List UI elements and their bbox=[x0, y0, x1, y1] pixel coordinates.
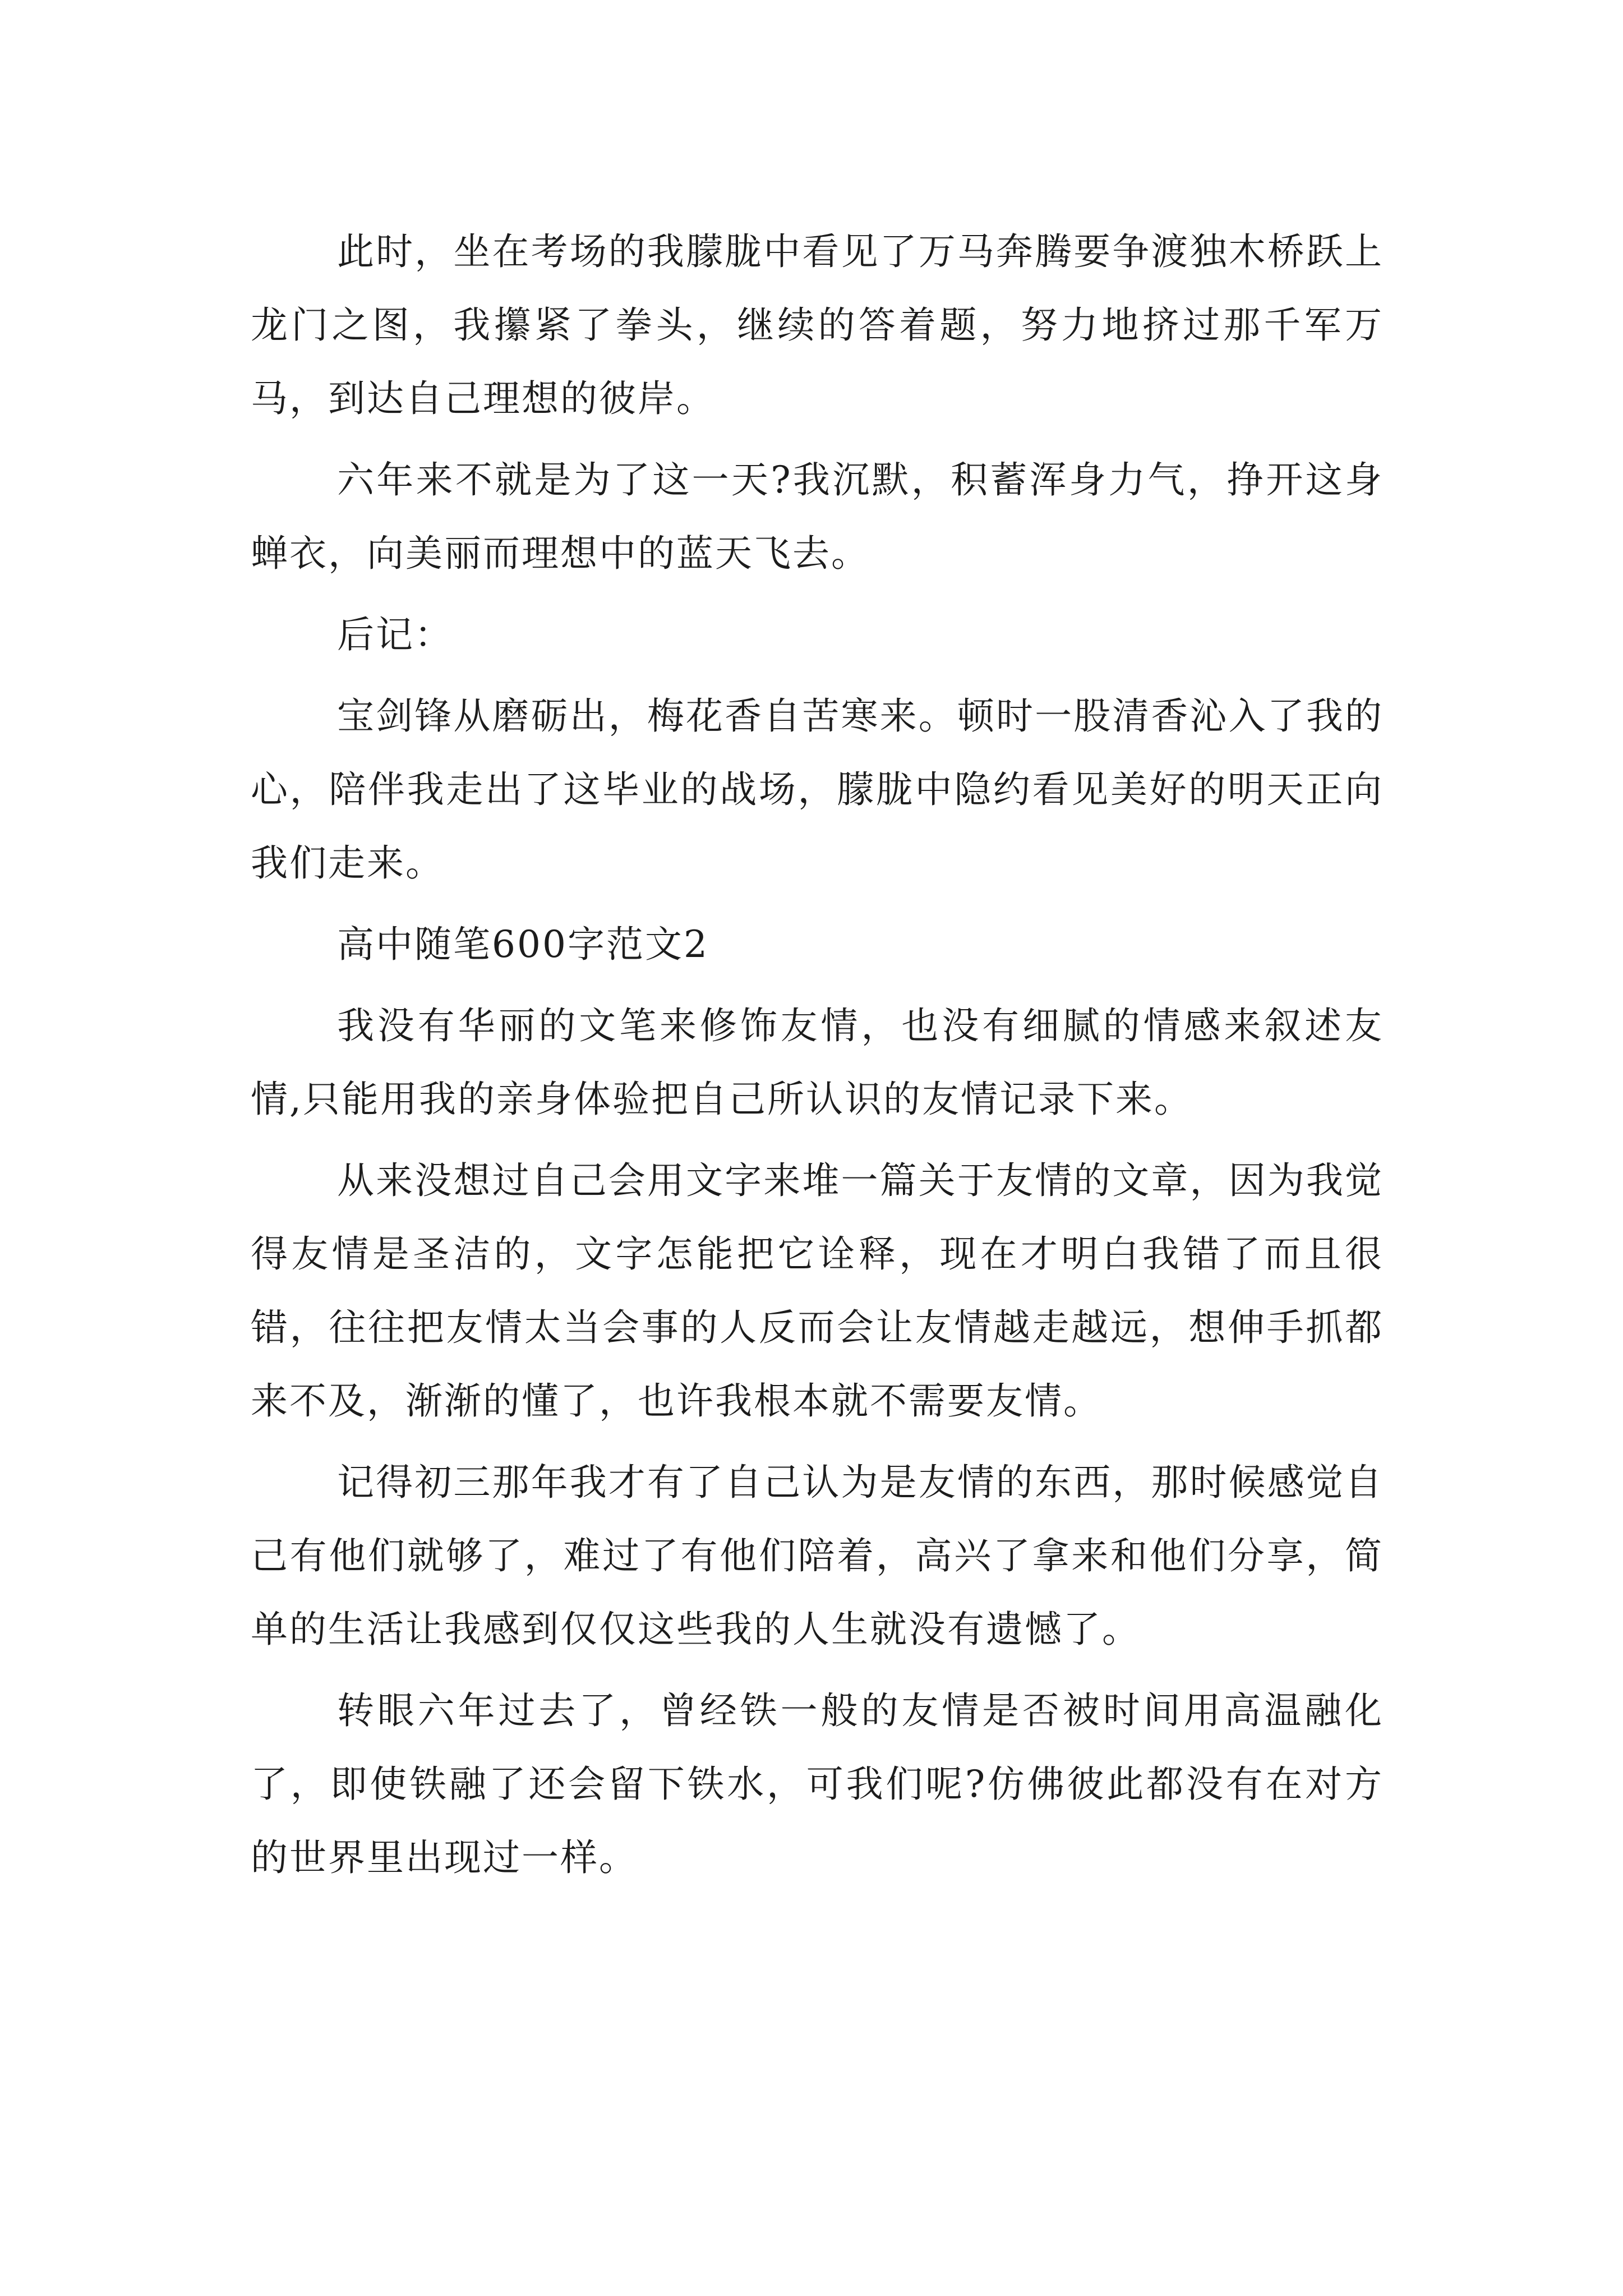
paragraph-never-thought: 从来没想过自己会用文字来堆一篇关于友情的文章，因为我觉得友情是圣洁的，文字怎能把它诠释，现在才明白我错了而且很错，往往把友情太当会事的人反而会让友情越走越远，想伸手抓都来不及，渐渐的懂了，也许我根本就不需要友情。 bbox=[251, 1159, 1384, 1423]
paragraph-six-years: 六年来不就是为了这一天?我沉默，积蓄浑身力气，挣开这身蝉衣，向美丽而理想中的蓝天飞去。 bbox=[251, 458, 1384, 575]
essay-2-title: 高中随笔600字范文2 bbox=[337, 923, 709, 966]
paragraph-postscript: 宝剑锋从磨砺出，梅花香自苦寒来。顿时一股清香沁入了我的心，陪伴我走出了这毕业的战场，朦胧中隐约看见美好的明天正向我们走来。 bbox=[251, 694, 1384, 885]
paragraph-postscript-heading: 后记： bbox=[337, 613, 453, 656]
paragraph-six-years-passed: 转眼六年过去了，曾经铁一般的友情是否被时间用高温融化了，即使铁融了还会留下铁水，可我们呢?仿佛彼此都没有在对方的世界里出现过一样。 bbox=[251, 1689, 1384, 1879]
paragraph-no-fancy-words: 我没有华丽的文笔来修饰友情，也没有细腻的情感来叙述友情,只能用我的亲身体验把自己所认识的友情记录下来。 bbox=[251, 1004, 1384, 1121]
document-body bbox=[251, 215, 1384, 1902]
paragraph-exam-scene: 此时，坐在考场的我朦胧中看见了万马奔腾要争渡独木桥跃上龙门之图，我攥紧了拳头，继续的答着题，努力地挤过那千军万马，到达自己理想的彼岸。 bbox=[251, 230, 1384, 420]
paragraph-third-year-memory: 记得初三那年我才有了自己认为是友情的东西，那时候感觉自己有他们就够了，难过了有他们陪着，高兴了拿来和他们分享，简单的生活让我感到仅仅这些我的人生就没有遗憾了。 bbox=[251, 1461, 1384, 1651]
